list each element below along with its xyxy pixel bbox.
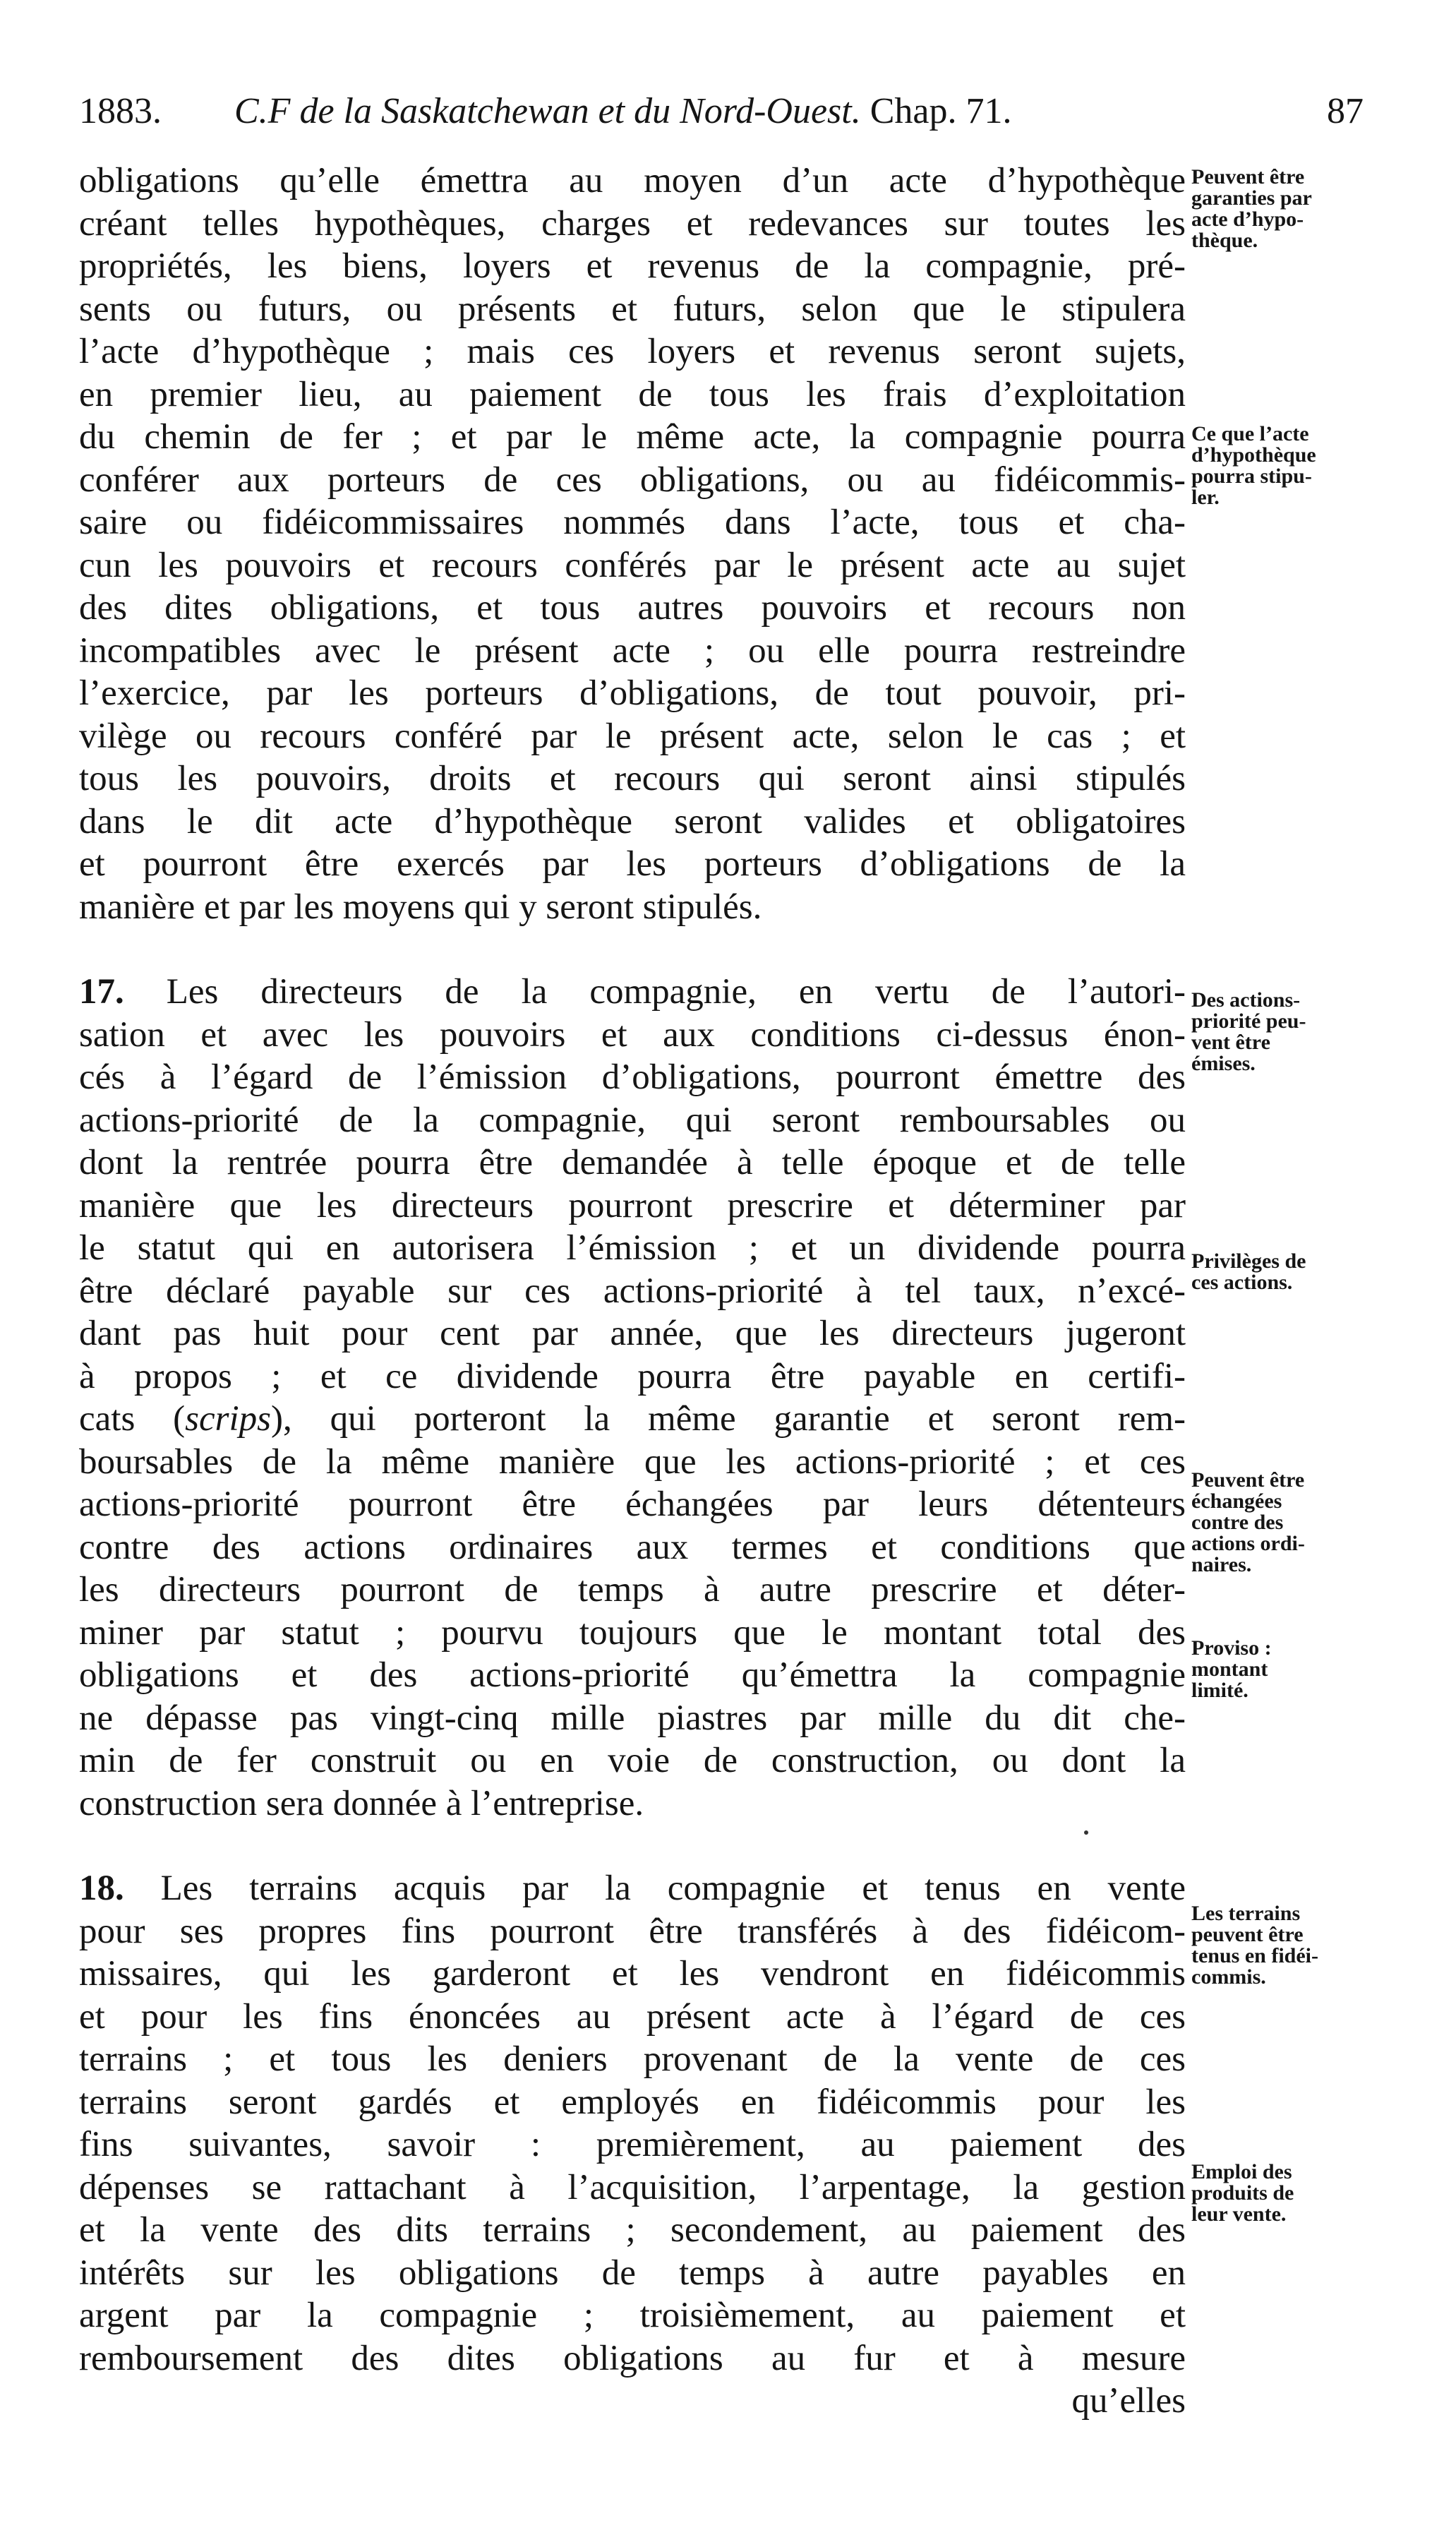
margin-note bbox=[1191, 1638, 1403, 1701]
paragraph-continued bbox=[79, 160, 1186, 928]
margin-note-line: ler. bbox=[1191, 486, 1220, 509]
margin-note-line: Proviso : bbox=[1191, 1636, 1272, 1660]
text-line: saire ou fidéicommissaires nommés dans l’acte, tous et cha- bbox=[79, 503, 1186, 542]
text-line: pour ses propres fins pourront être transférés à des fidéicom- bbox=[79, 1911, 1186, 1951]
text-line: l’acte d’hypothèque ; mais ces loyers et revenus seront sujets, bbox=[79, 332, 1186, 371]
section-18-first-line bbox=[79, 1867, 1186, 1910]
text-line: tous les pouvoirs, droits et recours qui seront ainsi stipulés bbox=[79, 759, 1186, 798]
text-line: à propos ; et ce dividende pourra être payable en certifi- bbox=[79, 1356, 1186, 1396]
text-line: actions-priorité de la compagnie, qui seront remboursables ou bbox=[79, 1100, 1186, 1140]
text-line: contre des actions ordinaires aux termes et conditions que bbox=[79, 1527, 1186, 1567]
text-line: dant pas huit pour cent par année, que les directeurs jugeront bbox=[79, 1314, 1186, 1353]
italic-term: scrips bbox=[185, 1399, 271, 1439]
text-line: ne dépasse pas vingt-cinq mille piastres par mille du dit che- bbox=[79, 1698, 1186, 1738]
margin-note-line: Peuvent être bbox=[1191, 1468, 1305, 1492]
text-line: missaires, qui les garderont et les vendront en fidéicommis bbox=[79, 1954, 1186, 1994]
margin-note-line: thèque. bbox=[1191, 229, 1258, 252]
text-line: sation et avec les pouvoirs et aux conditions ci-dessus énon- bbox=[79, 1014, 1186, 1055]
text-line: cun les pouvoirs et recours conférés par le présent acte au sujet bbox=[79, 545, 1186, 585]
text-fragment: ), qui porteront la même garantie et seront rem- bbox=[270, 1399, 1186, 1439]
header-year: 1883. bbox=[79, 91, 162, 131]
text-line: manière et par les moyens qui y seront stipulés. bbox=[79, 887, 762, 927]
text-line: incompatibles avec le présent acte ; ou elle pourra restreindre bbox=[79, 630, 1186, 671]
text-line: l’exercice, par les porteurs d’obligations, de tout pouvoir, pri- bbox=[79, 673, 1186, 713]
margin-note-line: commis. bbox=[1191, 1965, 1266, 1989]
text-line: des dites obligations, et tous autres pouvoirs et recours non bbox=[79, 588, 1186, 628]
margin-note bbox=[1191, 424, 1403, 508]
margin-note-line: limité. bbox=[1191, 1679, 1249, 1702]
page-number: 87 bbox=[1327, 91, 1364, 131]
margin-note bbox=[1191, 1903, 1403, 1988]
margin-note-line: vent être bbox=[1191, 1031, 1270, 1054]
text-line: dans le dit acte d’hypothèque seront valides et obligatoires bbox=[79, 801, 1186, 841]
margin-note-line: montant bbox=[1191, 1657, 1268, 1681]
main-text bbox=[79, 160, 1186, 2423]
margin-note bbox=[1191, 167, 1403, 251]
text-line: construction sera donnée à l’entreprise. bbox=[79, 1783, 644, 1823]
text-line: argent par la compagnie ; troisièmement, au paiement et bbox=[79, 2296, 1186, 2335]
section-number: 18. bbox=[79, 1869, 124, 1908]
text-line: le statut qui en autorisera l’émission ; et un dividende pourra bbox=[79, 1228, 1186, 1268]
running-header bbox=[79, 83, 1364, 140]
margin-note-line: garanties par bbox=[1191, 186, 1312, 210]
margin-note-line: ces actions. bbox=[1191, 1271, 1293, 1294]
margin-note-line: Peuvent être bbox=[1191, 165, 1305, 188]
text-line: dont la rentrée pourra être demandée à telle époque et de telle bbox=[79, 1143, 1186, 1182]
margin-note-line: échangées bbox=[1191, 1489, 1282, 1513]
text-line: remboursement des dites obligations au fur et à mesure bbox=[79, 2338, 1186, 2378]
text-line: intérêts sur les obligations de temps à autre payables en bbox=[79, 2253, 1186, 2293]
print-speck bbox=[1084, 1830, 1088, 1835]
margin-note-line: actions ordi- bbox=[1191, 1532, 1305, 1555]
text-line: du chemin de fer ; et par le même acte, la compagnie pourra bbox=[79, 417, 1186, 457]
margin-note-line: naires. bbox=[1191, 1553, 1252, 1576]
text-line: actions-priorité pourront être échangées par leurs détenteurs bbox=[79, 1485, 1186, 1524]
margin-note-line: Privilèges de bbox=[1191, 1249, 1306, 1273]
header-title bbox=[234, 83, 1012, 140]
text-line: obligations qu’elle émettra au moyen d’un acte d’hypothèque bbox=[79, 161, 1186, 200]
margin-note-line: Ce que l’acte bbox=[1191, 422, 1309, 445]
text-line: créant telles hypothèques, charges et redevances sur toutes les bbox=[79, 203, 1186, 244]
header-chapter: Chap. 71. bbox=[870, 91, 1012, 131]
text-line: vilège ou recours conféré par le présent acte, selon le cas ; et bbox=[79, 716, 1186, 756]
section-number: 17. bbox=[79, 972, 124, 1012]
margin-note-line: leur vente. bbox=[1191, 2202, 1287, 2226]
margin-note-line: tenus en fidéi- bbox=[1191, 1944, 1318, 1967]
text-line: miner par statut ; pourvu toujours que le montant total des bbox=[79, 1612, 1186, 1653]
margin-note-line: Des actions- bbox=[1191, 988, 1301, 1012]
text-line: les directeurs pourront de temps à autre prescrire et déter- bbox=[79, 1570, 1186, 1609]
text-line bbox=[79, 1398, 1186, 1441]
section-17 bbox=[79, 971, 1186, 1825]
margin-note bbox=[1191, 990, 1403, 1074]
text-line: être déclaré payable sur ces actions-priorité à tel taux, n’excé- bbox=[79, 1271, 1186, 1311]
text-line: terrains ; et tous les deniers provenant de la vente de ces bbox=[79, 2039, 1186, 2079]
text-line: en premier lieu, au paiement de tous les frais d’exploitation bbox=[79, 374, 1186, 414]
margin-note-line: Emploi des bbox=[1191, 2160, 1292, 2183]
text-fragment: cats ( bbox=[79, 1399, 186, 1439]
margin-note-line: Les terrains bbox=[1191, 1902, 1301, 1925]
margin-note-line: contre des bbox=[1191, 1511, 1284, 1534]
margin-note bbox=[1191, 1470, 1403, 1576]
margin-note-line: acte d’hypo- bbox=[1191, 208, 1304, 231]
header-act-title: C.F de la Saskatchewan et du Nord-Ouest. bbox=[234, 91, 861, 131]
catchword: qu’elles bbox=[1071, 2381, 1186, 2421]
margin-note bbox=[1191, 2162, 1403, 2225]
text-line: fins suivantes, savoir : premièrement, au paiement des bbox=[79, 2125, 1186, 2164]
text-line: cés à l’égard de l’émission d’obligations, pourront émettre des bbox=[79, 1057, 1186, 1097]
margin-note-line: priorité peu- bbox=[1191, 1009, 1306, 1033]
margin-note-line: peuvent être bbox=[1191, 1923, 1304, 1946]
text-line: propriétés, les biens, loyers et revenus de la compagnie, pré- bbox=[79, 246, 1186, 286]
margin-note-line: d’hypothèque bbox=[1191, 443, 1316, 467]
text-line: dépenses se rattachant à l’acquisition, l’arpentage, la gestion bbox=[79, 2167, 1186, 2207]
text-line: conférer aux porteurs de ces obligations, ou au fidéicommis- bbox=[79, 460, 1186, 500]
text-line: boursables de la même manière que les actions-priorité ; et ces bbox=[79, 1441, 1186, 1482]
text-line: et la vente des dits terrains ; secondement, au paiement des bbox=[79, 2210, 1186, 2250]
margin-note-line: émises. bbox=[1191, 1052, 1256, 1075]
margin-note-line: produits de bbox=[1191, 2181, 1294, 2205]
section-18 bbox=[79, 1867, 1186, 2423]
text-line: sents ou futurs, ou présents et futurs, selon que le stipulera bbox=[79, 289, 1186, 329]
text-line: et pour les fins énoncées au présent acte à l’égard de ces bbox=[79, 1996, 1186, 2037]
text-line: obligations et des actions-priorité qu’émettra la compagnie bbox=[79, 1655, 1186, 1695]
margin-note-line: pourra stipu- bbox=[1191, 464, 1312, 488]
margin-note bbox=[1191, 1251, 1403, 1293]
text-line: et pourront être exercés par les porteurs d’obligations de la bbox=[79, 844, 1186, 884]
text-line: min de fer construit ou en voie de construction, ou dont la bbox=[79, 1741, 1186, 1780]
section-17-first-line bbox=[79, 971, 1186, 1014]
text-line: terrains seront gardés et employés en fidéicommis pour les bbox=[79, 2082, 1186, 2122]
text-line: manière que les directeurs pourront prescrire et déterminer par bbox=[79, 1185, 1186, 1225]
section-text: Les directeurs de la compagnie, en vertu de l’autori- bbox=[166, 972, 1186, 1012]
section-text: Les terrains acquis par la compagnie et tenus en vente bbox=[160, 1869, 1186, 1908]
